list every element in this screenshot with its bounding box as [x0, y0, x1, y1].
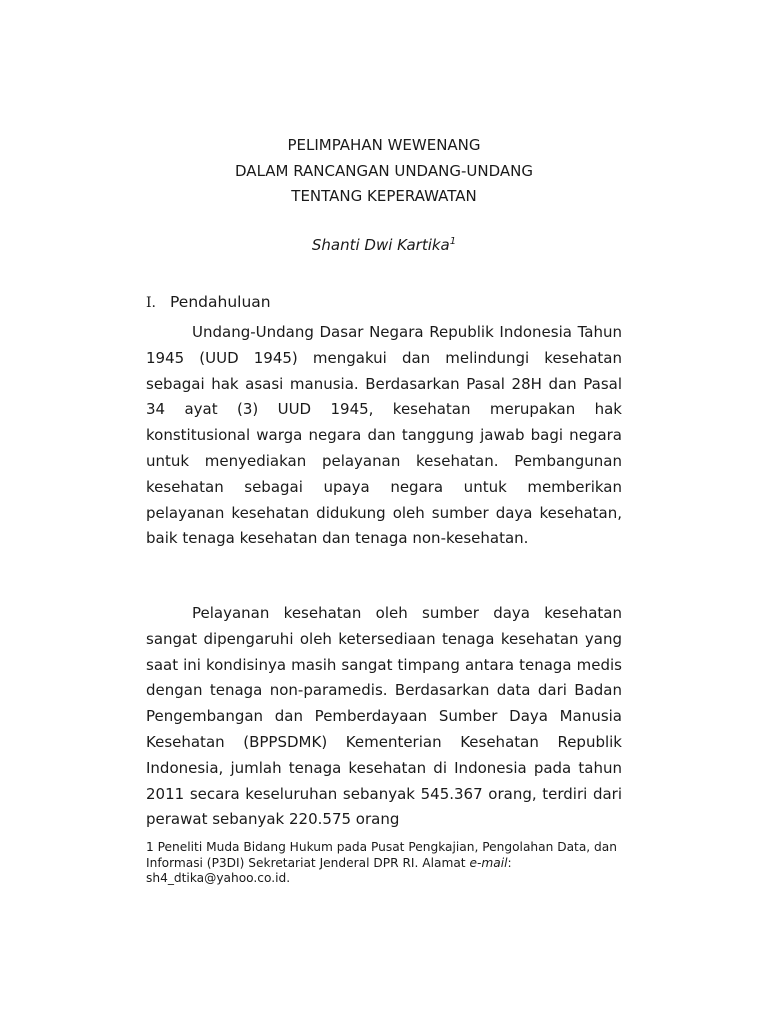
section-title: Pendahuluan — [170, 293, 271, 311]
document-title — [0, 133, 768, 210]
author-name: Shanti Dwi Kartika — [311, 236, 450, 254]
paragraph-2 — [146, 601, 622, 833]
footnote-text-before: 1 Peneliti Muda Bidang Hukum pada Pusat Pengkajian, Pengolahan Data, dan Informasi (P3DI) Sekretariat Jenderal DPR RI. Alamat — [146, 840, 617, 870]
footnote — [146, 840, 622, 887]
author-footnote-marker: 1 — [449, 236, 457, 247]
footnote-email-label: e-mail — [469, 855, 508, 870]
title-line-2: DALAM RANCANGAN UNDANG-UNDANG — [235, 161, 533, 180]
paragraph-1-text: Undang-Undang Dasar Negara Republik Indonesia Tahun 1945 (UUD 1945) mengakui dan melindungi kesehatan sebagai hak asasi manusia. Berdasarkan Pasal 28H dan Pasal 34 ayat (3) UUD 1945, kesehatan merupakan hak konstitusional warga negara dan tanggung jawab bagi negara untuk menyediakan pelayanan kesehatan. Pembangunan kesehatan sebagai upaya negara untuk memberikan pelayanan kesehatan didukung oleh sumber daya kesehatan, baik tenaga kesehatan dan tenaga non-kesehatan. — [146, 323, 622, 548]
section-heading — [146, 293, 271, 311]
paragraph-1 — [146, 320, 622, 552]
title-line-1: PELIMPAHAN WEWENANG — [287, 136, 481, 154]
paragraph-2-text: Pelayanan kesehatan oleh sumber daya kesehatan sangat dipengaruhi oleh ketersediaan tenaga kesehatan yang saat ini kondisinya masih sangat timpang antara tenaga medis dengan tenaga non-paramedis. Berdasarkan data dari Badan Pengembangan dan Pemberdayaan Sumber Daya Manusia Kesehatan (BPPSDMK) Kementerian Kesehatan Republik Indonesia, jumlah tenaga kesehatan di Indonesia pada tahun 2011 secara keseluruhan sebanyak 545.367 orang, terdiri dari perawat sebanyak 220.575 orang — [146, 604, 622, 829]
section-number: I. — [146, 295, 156, 311]
title-line-3: TENTANG KEPERAWATAN — [291, 187, 477, 205]
footnote-text-after: : sh4_dtika@yahoo.co.id. — [146, 855, 512, 885]
author-line — [0, 236, 768, 254]
